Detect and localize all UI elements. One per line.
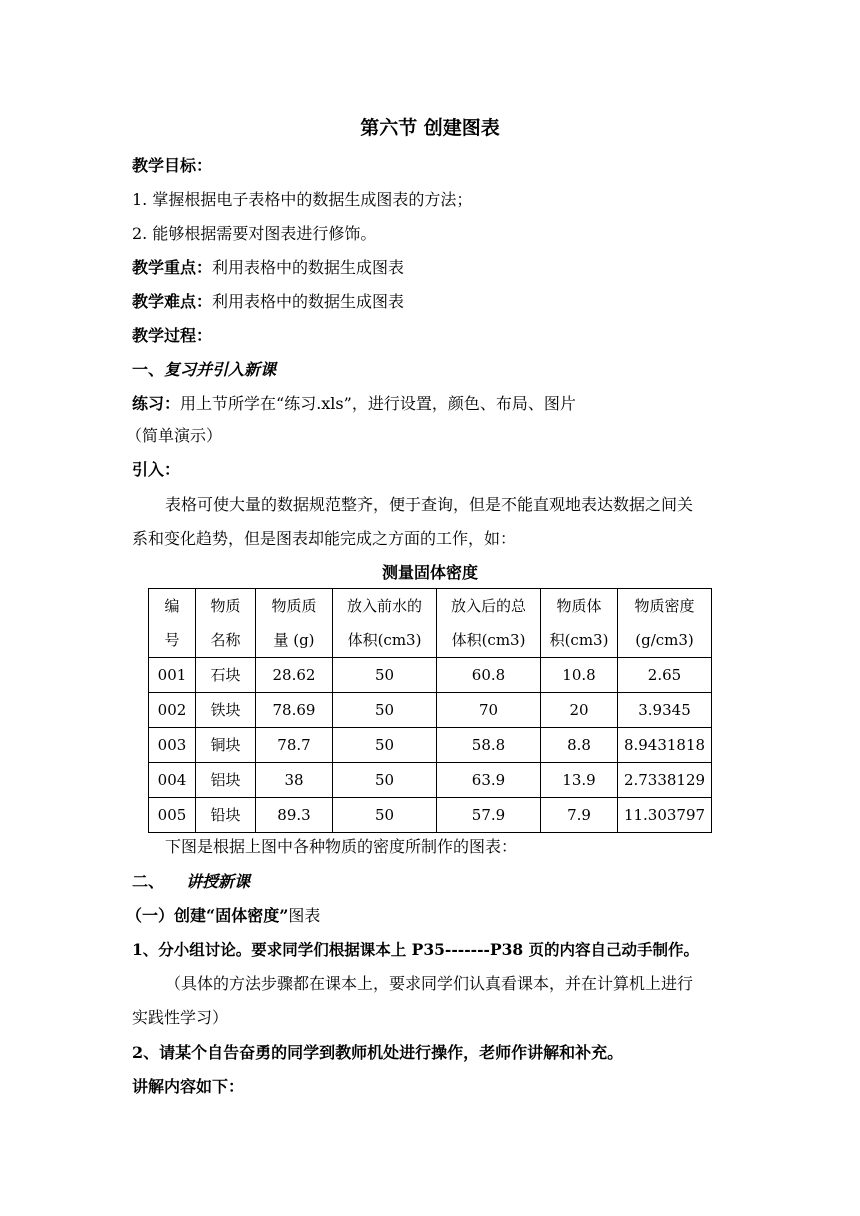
table-cell: 002 <box>149 693 196 728</box>
table-cell: 63.9 <box>437 763 541 798</box>
section2-heading <box>132 871 250 893</box>
table-cell: 13.9 <box>541 763 618 798</box>
table-cell: 8.8 <box>541 728 618 763</box>
section2-num: 二、 <box>132 872 165 891</box>
header-cell: 物质体 积(cm3) <box>541 589 618 658</box>
table-cell: 2.65 <box>618 658 712 693</box>
table-cell: 28.62 <box>256 658 333 693</box>
table-row <box>149 798 712 833</box>
difficulty-label: 教学难点： <box>132 292 213 311</box>
table-cell: 铝块 <box>196 763 256 798</box>
exercise-label: 练习： <box>132 394 181 413</box>
table-cell: 50 <box>333 798 437 833</box>
table-cell: 60.8 <box>437 658 541 693</box>
intro-paragraph-line-1: 表格可使大量的数据规范整齐，便于查询，但是不能直观地表达数据之间关 <box>165 495 694 514</box>
table-cell: 005 <box>149 798 196 833</box>
after-table-text: 下图是根据上图中各种物质的密度所制作的图表： <box>165 837 518 856</box>
intro-paragraph-line-2: 系和变化趋势，但是图表却能完成之方面的工作，如： <box>132 529 517 548</box>
table-cell: 58.8 <box>437 728 541 763</box>
table-cell: 石块 <box>196 658 256 693</box>
section1-num: 一、 <box>132 360 165 379</box>
table-cell: 38 <box>256 763 333 798</box>
header-cell: 放入前水的 体积(cm3) <box>333 589 437 658</box>
header-cell: 放入后的总 体积(cm3) <box>437 589 541 658</box>
section2-title: 讲授新课 <box>186 872 251 891</box>
subsection-1-heading <box>126 905 320 927</box>
step-1-note-line-2: 实践性学习） <box>132 1008 229 1027</box>
table-cell: 铅块 <box>196 798 256 833</box>
section1-heading <box>132 359 276 381</box>
header-cell: 物质质 量 (g) <box>256 589 333 658</box>
subsection-1-prefix: （一）创建“固体密度” <box>126 906 289 925</box>
table-row <box>149 693 712 728</box>
step-1-note-line-1: （具体的方法步骤都在课本上，要求同学们认真看课本，并在计算机上进行 <box>165 974 694 993</box>
table-cell: 78.69 <box>256 693 333 728</box>
table-cell: 7.9 <box>541 798 618 833</box>
table-cell: 2.7338129 <box>618 763 712 798</box>
table-cell: 70 <box>437 693 541 728</box>
exercise-text: 用上节所学在“练习.xls”，进行设置，颜色、布局、图片 <box>180 394 576 413</box>
header-cell: 物质 名称 <box>196 589 256 658</box>
difficulty-line <box>132 291 404 313</box>
table-cell: 003 <box>149 728 196 763</box>
section1-title: 复习并引入新课 <box>164 360 277 379</box>
demo-note: （简单演示） <box>126 426 223 445</box>
table-header-row <box>149 589 712 658</box>
table-cell: 铜块 <box>196 728 256 763</box>
table-cell: 8.9431818 <box>618 728 712 763</box>
table-cell: 10.8 <box>541 658 618 693</box>
table-cell: 铁块 <box>196 693 256 728</box>
objective-item-2: 2. 能够根据需要对图表进行修饰。 <box>132 224 377 243</box>
key-point-line <box>132 257 404 279</box>
page-title: 第六节 创建图表 <box>360 117 500 139</box>
exercise-line <box>132 393 576 415</box>
step-2: 2、请某个自告奋勇的同学到教师机处进行操作，老师作讲解和补充。 <box>132 1043 624 1062</box>
table-row <box>149 728 712 763</box>
density-table <box>148 588 712 833</box>
key-point-label: 教学重点： <box>132 258 213 277</box>
intro-label: 引入： <box>132 460 181 479</box>
table-cell: 20 <box>541 693 618 728</box>
table-row <box>149 658 712 693</box>
table-cell: 57.9 <box>437 798 541 833</box>
step-1: 1、分小组讨论。要求同学们根据课本上 P35-------P38 页的内容自己动手制作。 <box>132 940 700 959</box>
explain-heading: 讲解内容如下： <box>132 1077 245 1096</box>
table-row <box>149 763 712 798</box>
difficulty-text: 利用表格中的数据生成图表 <box>212 292 405 311</box>
table-cell: 11.303797 <box>618 798 712 833</box>
table-cell: 001 <box>149 658 196 693</box>
header-cell: 编 号 <box>149 589 196 658</box>
subsection-1-suffix: 图表 <box>288 906 321 925</box>
table-cell: 89.3 <box>256 798 333 833</box>
table-cell: 50 <box>333 658 437 693</box>
table-cell: 50 <box>333 693 437 728</box>
table-cell: 78.7 <box>256 728 333 763</box>
process-heading: 教学过程： <box>132 326 213 345</box>
table-title: 测量固体密度 <box>381 563 478 582</box>
table-cell: 50 <box>333 728 437 763</box>
objectives-heading: 教学目标： <box>132 156 213 175</box>
objective-item-1: 1. 掌握根据电子表格中的数据生成图表的方法； <box>132 190 473 209</box>
table-cell: 3.9345 <box>618 693 712 728</box>
table-cell: 004 <box>149 763 196 798</box>
key-point-text: 利用表格中的数据生成图表 <box>212 258 405 277</box>
table-cell: 50 <box>333 763 437 798</box>
header-cell: 物质密度 (g/cm3) <box>618 589 712 658</box>
